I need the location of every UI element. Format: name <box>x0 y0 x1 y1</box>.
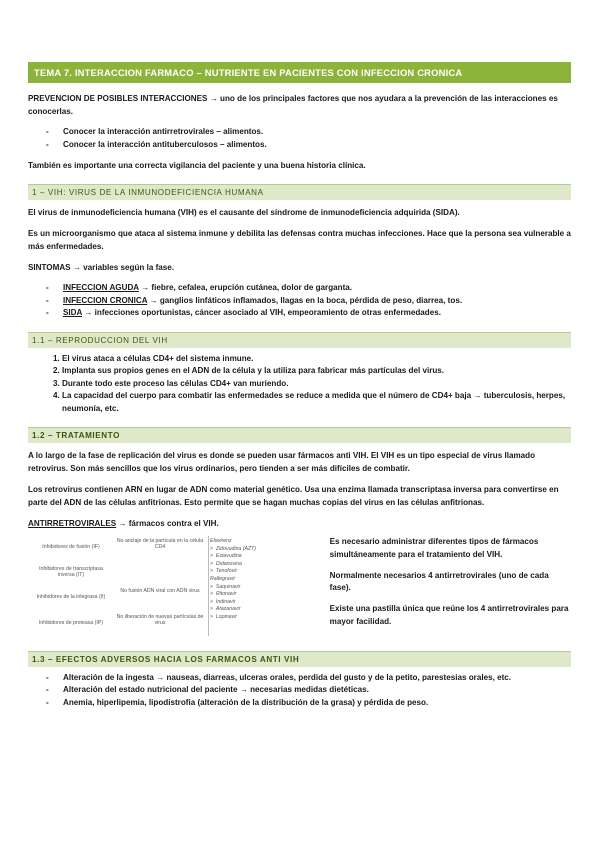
side-note: Existe una pastilla única que reúne los 4 antirretrovirales para mayor facilidad. <box>329 604 569 626</box>
diagram-drug: > Ritonavir <box>210 591 237 598</box>
diagram-effect-label: No liberación de nuevas partículas de virus <box>116 614 204 626</box>
diagram-effect-label: No anclaje de la partícula en la célula CD4 <box>116 538 204 550</box>
list-item: - Alteración del estado nutricional del paciente → necesarias medidas dietéticas. <box>46 684 571 697</box>
intro-rest: uno de los principales factores que nos ayudara a la prevención de las interacciones es conocerlas. <box>28 94 558 116</box>
diagram-drug-list <box>210 538 310 622</box>
sintoma-text: infecciones oportunistas, cáncer asociado al VIH, empeoramiento de otras enfermedades. <box>92 308 441 317</box>
arrow-icon: → <box>118 519 127 528</box>
diagram-drug-head: Raltegravir <box>210 575 236 582</box>
tratamiento-paragraph-2: Los retrovirus contienen ARN en lugar de ADN como material genético. Usa una enzima llamada transcriptasa inversa para convertirse en parte del ADN de las células anfitrionas. Esto permite que se hagan muchas copias del virus en las células anfitrionas. <box>28 485 559 507</box>
list-item: 1. El virus ataca a células CD4+ del sistema inmune. <box>62 353 571 366</box>
sintomas-line <box>28 261 571 274</box>
efectos-list <box>28 672 571 710</box>
list-item: 2. Implanta sus propios genes en el ADN de la célula y la utiliza para fabricar más partículas del virus. <box>62 365 571 378</box>
diagram-drug: > Lopinavir <box>210 613 237 620</box>
list-item: - Conocer la interacción antituberculosos – alimentos. <box>46 139 571 152</box>
diagram-drug: > Indinavir <box>210 598 236 605</box>
diagram-class-label: Inhibidores de proteasa (IP) <box>38 620 103 626</box>
sintoma-term: INFECCION CRONICA <box>63 295 148 305</box>
list-item: - Anemia, hiperlipemia, lipodistrofia (alteración de la distribución de la grasa) y pérdida de peso. <box>46 697 571 710</box>
diagram-drug-head: Efavirenz <box>210 538 232 544</box>
diagram-class-label: Inhibidores de transcriptasa inversa (IT) <box>39 566 103 578</box>
arrow-icon: → <box>149 295 158 305</box>
tratamiento-side-notes <box>330 536 571 637</box>
diagram-class-label: Inhibidores de fusión (IF) <box>42 544 100 550</box>
list-item: - Conocer la interacción antirretrovirales – alimentos. <box>46 126 571 139</box>
side-note: Es necesario administrar diferentes tipos de fármacos simultáneamente para el tratamiento del VIH. <box>329 537 539 559</box>
antirretrovirales-line <box>28 517 571 530</box>
tratamiento-paragraph-1: A lo largo de la fase de replicación del virus es donde se pueden usar fármacos anti VIH. El VIH es un tipo especial de virus llamado retrovirus. Son más sencillos que los virus ordinarios, pero tienden a ser más difíciles de combatir. <box>28 451 536 473</box>
section-heading-vih: 1 – VIH: VIRUS DE LA INMUNODEFICIENCIA HUMANA <box>28 184 571 200</box>
sintomas-list <box>28 282 571 320</box>
diagram-drug: > Didanosina <box>210 560 242 567</box>
intro-list <box>28 126 571 151</box>
document-page <box>28 62 571 709</box>
section-heading-efectos: 1.3 – EFECTOS ADVERSOS HACIA LOS FARMACOS ANTI VIH <box>28 651 571 667</box>
sintoma-text: fiebre, cefalea, erupción cutánea, dolor de garganta. <box>149 283 353 292</box>
list-item <box>46 282 571 295</box>
reproduccion-steps <box>28 353 571 416</box>
arrow-icon: → <box>141 283 150 292</box>
sintomas-label: SINTOMAS <box>28 263 71 272</box>
list-item: 4. La capacidad del cuerpo para combatir las enfermedades se reduce a medida que el número de CD4+ baja → tuberculosis, herpes, neumonía, etc. <box>62 390 571 415</box>
sintomas-rest: variables según la fase. <box>80 263 175 272</box>
diagram-drug: > Saquinavir <box>210 583 241 590</box>
intro-paragraph <box>28 92 571 118</box>
intro-note: También es importante una correcta vigilancia del paciente y una buena historia clínica. <box>28 161 366 170</box>
antirretrovirales-label: ANTIRRETROVIRALES <box>28 519 117 528</box>
diagram-drug: > Zidovudina (AZT) <box>210 545 256 552</box>
document-title: TEMA 7. INTERACCION FARMACO – NUTRIENTE EN PACIENTES CON INFECCION CRONICA <box>28 62 571 83</box>
sintoma-text: ganglios linfáticos inflamados, llagas en la boca, pérdida de peso, diarrea, tos. <box>157 295 463 305</box>
diagram-drug: > Tenofovir <box>210 568 238 575</box>
list-item <box>46 295 571 308</box>
arrow-icon: → <box>72 263 81 272</box>
diagram-drug: > Estavudina <box>210 553 242 560</box>
side-note: Normalmente necesarios 4 antirretrovirales (uno de cada fase). <box>329 570 549 593</box>
sintoma-term: SIDA <box>63 308 83 317</box>
list-item: 3. Durante todo este proceso las células CD4+ van muriendo. <box>62 378 571 391</box>
arrow-icon: → <box>209 94 218 103</box>
tratamiento-figure-row <box>28 536 571 637</box>
diagram-effect-label: No fusión ADN viral con ADN virus <box>120 588 200 594</box>
arrow-icon: → <box>84 308 93 317</box>
section-heading-tratamiento: 1.2 – TRATAMIENTO <box>28 427 571 443</box>
antirretrovirales-diagram <box>28 536 314 636</box>
diagram-class-label: Inhibidores de la integrasa (II) <box>36 594 106 600</box>
section-heading-reproduccion: 1.1 – REPRODUCCION DEL VIH <box>28 332 571 348</box>
antirretrovirales-rest: fármacos contra el VIH. <box>126 519 219 528</box>
list-item <box>46 307 571 320</box>
list-item: - Alteración de la ingesta → nauseas, diarreas, ulceras orales, perdida del gusto y de la petito, parestesias orales, etc. <box>46 672 571 685</box>
vih-paragraph-2: Es un microorganismo que ataca al sistema inmune y debilita las defensas contra muchas infecciones. Hace que la persona sea vulnerable a más enfermedades. <box>28 229 571 251</box>
intro-lead: PREVENCION DE POSIBLES INTERACCIONES <box>28 94 208 103</box>
diagram-drug: > Atazanavir <box>210 606 241 613</box>
sintoma-term: INFECCION AGUDA <box>63 283 139 292</box>
vih-paragraph-1: El virus de inmunodeficiencia humana (VIH) es el causante del síndrome de inmunodeficiencia adquirida (SIDA). <box>28 208 460 217</box>
diagram-divider <box>208 536 209 636</box>
